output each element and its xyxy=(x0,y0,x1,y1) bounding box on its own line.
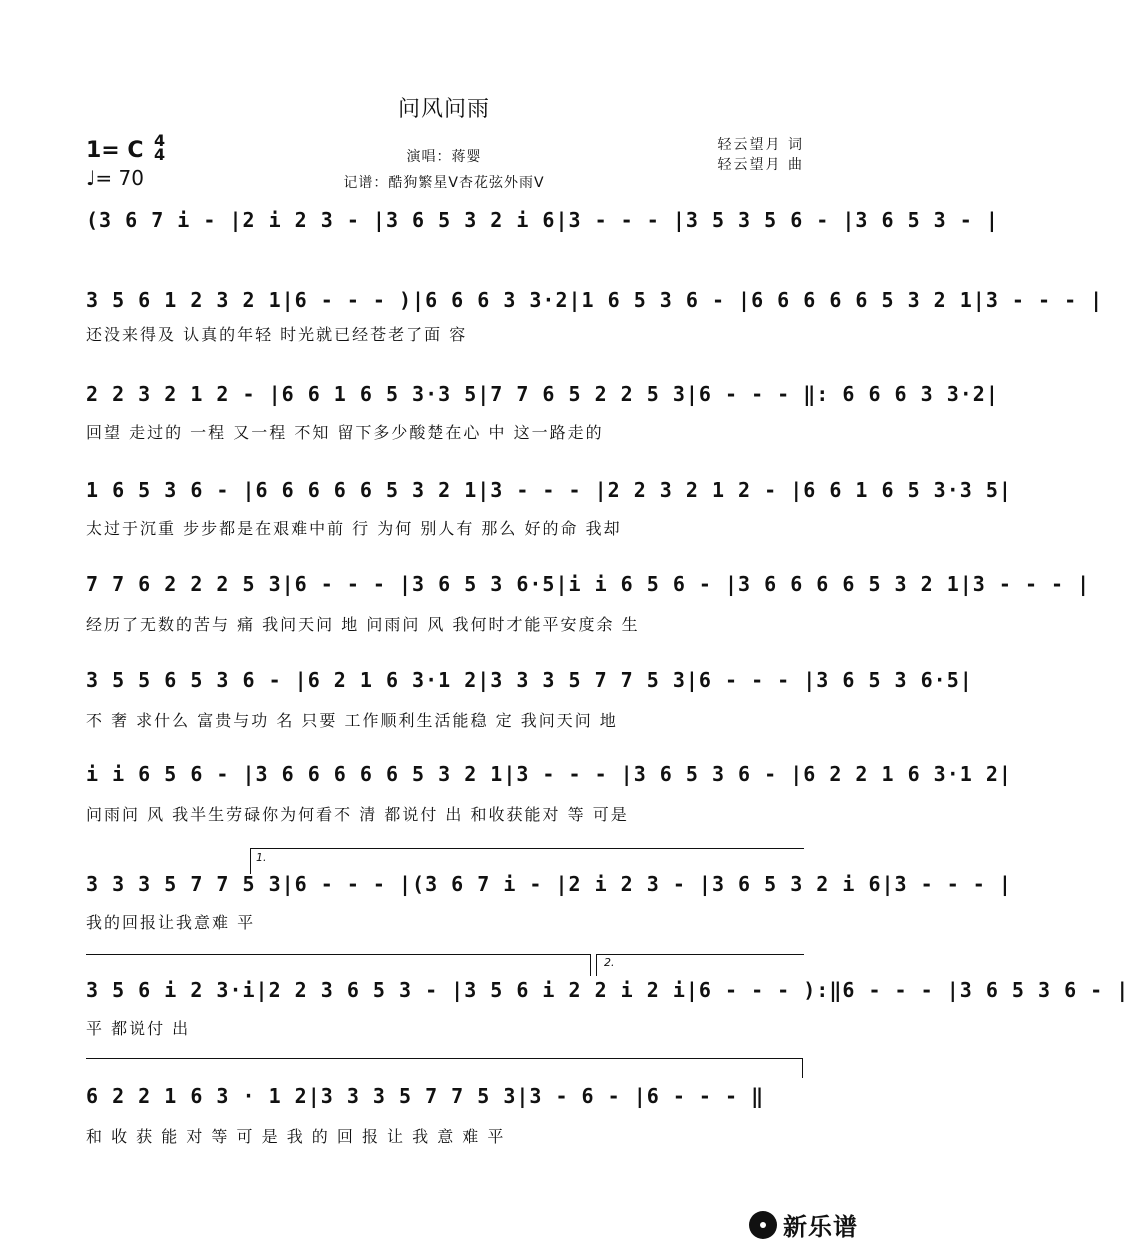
volta-bracket xyxy=(86,1058,802,1059)
score-line-3 xyxy=(86,382,999,422)
record-disc-icon xyxy=(749,1211,777,1239)
score-line-7 xyxy=(86,762,1012,802)
tempo-marking: ♩= 70 xyxy=(86,166,144,190)
composer-credit: 轻云望月 曲 xyxy=(717,157,804,173)
time-signature-bottom: 4 xyxy=(154,145,166,164)
notation-staff: 3 5 6 i 2 3·i|2 2 3 6 5 3 - |3 5 6 i 2 2 i 2 i|6 - - - ):‖6 - - - |3 6 5 3 6 - | xyxy=(86,978,1129,1002)
site-logo xyxy=(749,1207,858,1242)
score-line-5 xyxy=(86,572,1091,612)
transcriber-credit: 记谱：酷狗繁星V杏花弦外雨V xyxy=(343,175,545,191)
volta-bracket-edge xyxy=(802,1058,803,1078)
notation-staff: 3 5 5 6 5 3 6 - |6 2 1 6 3·1 2|3 3 3 5 7 7 5 3|6 - - - |3 6 5 3 6·5| xyxy=(86,668,973,692)
score-line-9 xyxy=(86,978,1129,1018)
volta-bracket-edge xyxy=(590,954,591,976)
song-title: 问风问雨 xyxy=(397,97,490,122)
lyric-line: 还没来得及 认真的年轻 时光就已经苍老了面 容 xyxy=(86,325,468,344)
volta-bracket-edge xyxy=(250,848,251,874)
lyricist-credit: 轻云望月 词 xyxy=(717,137,804,153)
time-signature-top: 4 xyxy=(154,131,166,150)
volta-bracket xyxy=(86,954,590,955)
notation-staff: (3 6 7 i - |2 i 2 3 - |3 6 5 3 2 i 6|3 - - - |3 5 3 5 6 - |3 6 5 3 - | xyxy=(86,208,999,232)
lyric-line: 平 都说付 出 xyxy=(86,1019,191,1038)
volta-second-label: 2. xyxy=(604,956,615,969)
volta-first-label: 1. xyxy=(256,851,267,864)
notation-staff: 7 7 6 2 2 2 5 3|6 - - - |3 6 5 3 6·5|i i 6 5 6 - |3 6 6 6 6 5 3 2 1|3 - - - | xyxy=(86,572,1091,596)
lyric-line: 回望 走过的 一程 又一程 不知 留下多少酸楚在心 中 这一路走的 xyxy=(86,423,604,442)
notation-staff: 3 5 6 1 2 3 2 1|6 - - - )|6 6 6 3 3·2|1 6 5 3 6 - |6 6 6 6 6 5 3 2 1|3 - - - | xyxy=(86,288,1104,312)
notation-staff: 3 3 3 5 7 7 5 3|6 - - - |(3 6 7 i - |2 i 2 3 - |3 6 5 3 2 i 6|3 - - - | xyxy=(86,872,1012,896)
score-line-8 xyxy=(86,872,1012,912)
volta-bracket xyxy=(596,954,804,955)
lyric-line: 太过于沉重 步步都是在艰难中前 行 为何 别人有 那么 好的命 我却 xyxy=(86,519,622,538)
lyric-line: 和 收 获 能 对 等 可 是 我 的 回 报 让 我 意 难 平 xyxy=(86,1127,506,1146)
notation-staff: 6 2 2 1 6 3 · 1 2|3 3 3 5 7 7 5 3|3 - 6 - |6 - - - ‖ xyxy=(86,1084,765,1108)
score-line-10 xyxy=(86,1084,804,1124)
notation-staff: 2 2 3 2 1 2 - |6 6 1 6 5 3·3 5|7 7 6 5 2 2 5 3|6 - - - ‖: 6 6 6 3 3·2| xyxy=(86,382,999,406)
singer-credit: 演唱：蒋婴 xyxy=(406,149,482,165)
lyric-line: 不 奢 求什么 富贵与功 名 只要 工作顺利生活能稳 定 我问天问 地 xyxy=(86,711,618,730)
lyric-line: 经历了无数的苦与 痛 我问天问 地 问雨问 风 我何时才能平安度余 生 xyxy=(86,615,640,634)
notation-staff: i i 6 5 6 - |3 6 6 6 6 6 5 3 2 1|3 - - - |3 6 5 3 6 - |6 2 2 1 6 3·1 2| xyxy=(86,762,1012,786)
volta-bracket-edge xyxy=(596,954,597,976)
score-line-4 xyxy=(86,478,1012,518)
notation-staff: 1 6 5 3 6 - |6 6 6 6 6 5 3 2 1|3 - - - |2 2 3 2 1 2 - |6 6 1 6 5 3·3 5| xyxy=(86,478,1012,502)
key-signature: 1= C xyxy=(86,138,144,163)
logo-text: 新乐谱 xyxy=(783,1213,858,1241)
volta-bracket xyxy=(250,848,804,849)
lyric-line: 我的回报让我意难 平 xyxy=(86,913,256,932)
lyric-line: 问雨问 风 我半生劳碌你为何看不 清 都说付 出 和收获能对 等 可是 xyxy=(86,805,629,824)
score-line-6 xyxy=(86,668,973,708)
score-line-1 xyxy=(86,208,999,248)
